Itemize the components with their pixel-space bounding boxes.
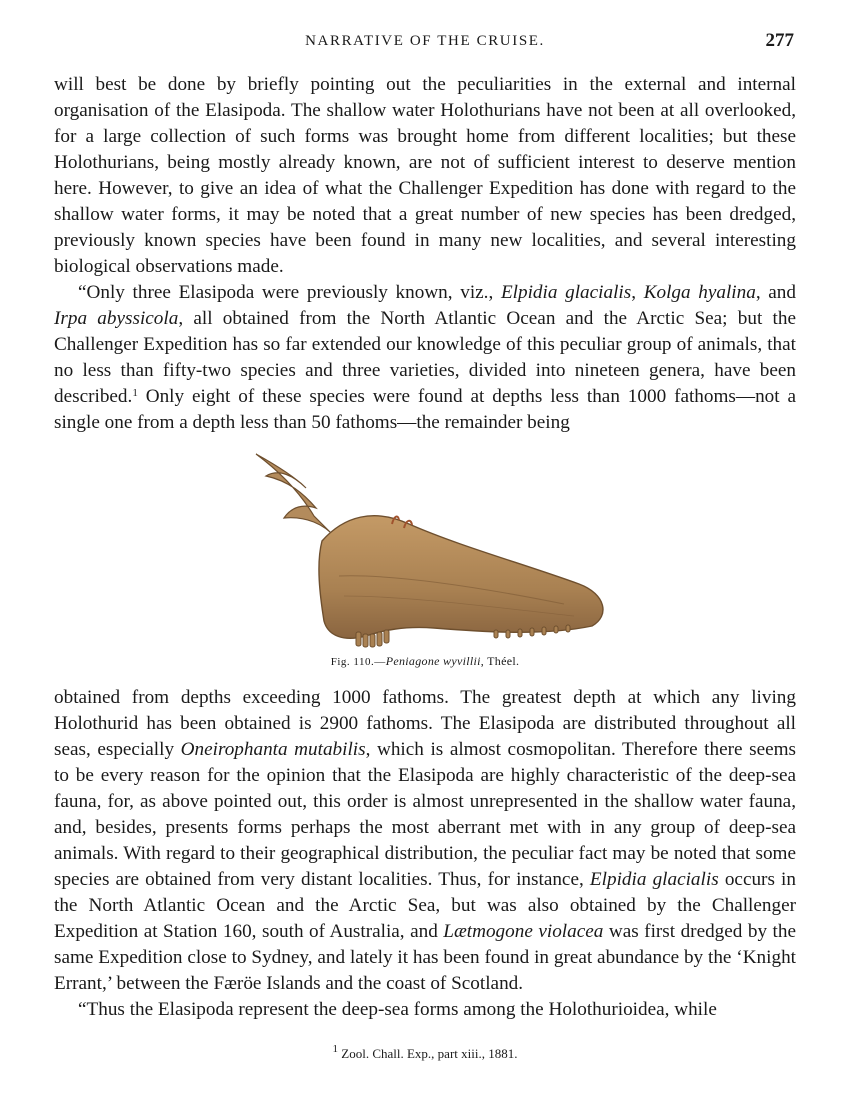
p3-text-1: obtained from depths exceeding 1000 fathoms. The greatest depth at which any living Holothurid has been obtained is 2900 fathoms. The Elasipoda are distributed throughout all seas, especially [54,687,796,760]
p2-text-1: “Only three Elasipoda were previously known, viz., [78,282,494,303]
body [319,516,603,639]
paragraph-4: “Thus the Elasipoda represent the deep-sea forms among the Holothurioidea, while [78,999,717,1020]
footnote-ref[interactable]: 1 [132,387,138,399]
species-irpa-abyssicola: Irpa abyssicola [54,308,179,329]
running-header [54,30,796,54]
p3-text-2: , which is almost cosmopolitan. Therefore there seems to be every reason for the opinion that the Elasipoda are highly characteristic of the deep-sea fauna, for, as above pointed out, this order is almost unrepresented in the shallow water fauna, and, besides, presents forms perhaps the most aberrant met with in any group of deep-sea animals. With regard to their geographical distribution, the peculiar fact may be noted that some species are obtained from very distant localities. Thus, for instance, [54,739,796,890]
paragraph-2 [54,280,796,436]
p3-text-4: was first dredged by the same Expedition close to Sydney, and lately it has been found in great abundance by the ‘Knight Errant,’ between the Færöe Islands and the coast of Scotland. [54,921,796,994]
species-oneirophanta-mutabilis: Oneirophanta mutabilis [180,739,366,760]
paragraph-1: will best be done by briefly pointing out the peculiarities in the external and internal organisation of the Elasipoda. The shallow water Holothurians have not been at all overlooked, for a large collection of such forms was brought home from different localities; but these Holothurians, being mostly already known, are not of sufficient interest to deserve mention here. However, to give an idea of what the Challenger Expedition has done with regard to the shallow water forms, it may be noted that a great number of new species has been dredged, previously known species have been found in many new localities, and several interesting biological observations made. [54,74,796,277]
anterior-veil [256,454,336,538]
species-elpidia-glacialis-2: Elpidia glacialis [589,869,719,890]
species-laetmogone-violacea: Lætmogone violacea [443,921,604,942]
p2-text-4: , all obtained from the North Atlantic Ocean and the Arctic Sea; but the Challenger Expedition has so far extended our knowledge of this peculiar group of animals, that no less than fifty-two species and three varieties, divided into nineteen genera, have been described. [54,308,796,407]
p2-text-3: , and [755,282,796,303]
footnote [54,1043,796,1062]
figure-author: , Théel. [480,654,520,668]
page [54,0,796,1100]
species-elpidia-glacialis: Elpidia glacialis [500,282,632,303]
sea-cucumber-drawing [256,454,603,647]
p3-text-3: occurs in the North Atlantic Ocean and the Arctic Sea, but was also obtained by the Challenger Expedition at Station 160, south of Australia, and [54,869,796,942]
footnote-text: Zool. Chall. Exp., part xiii., 1881. [341,1046,518,1061]
figure-illustration [244,446,614,651]
text-block-top [54,72,796,436]
species-kolga-hyalina: Kolga hyalina [643,282,756,303]
figure-label: Fig. 110.— [330,656,386,668]
p2-text-2: , [631,282,637,303]
paragraph-3 [54,685,796,997]
running-title: NARRATIVE OF THE CRUISE. [305,33,545,49]
figure-species: Peniagone wyvillii [385,654,481,668]
figure-caption [54,654,796,669]
page-number: 277 [765,30,794,51]
footnote-mark: 1 [332,1043,339,1055]
text-block-bottom [54,685,796,1023]
p2-text-5: Only eight of these species were found at depths less than 1000 fathoms—not a single one from a depth less than 50 fathoms—the remainder being [54,386,796,433]
